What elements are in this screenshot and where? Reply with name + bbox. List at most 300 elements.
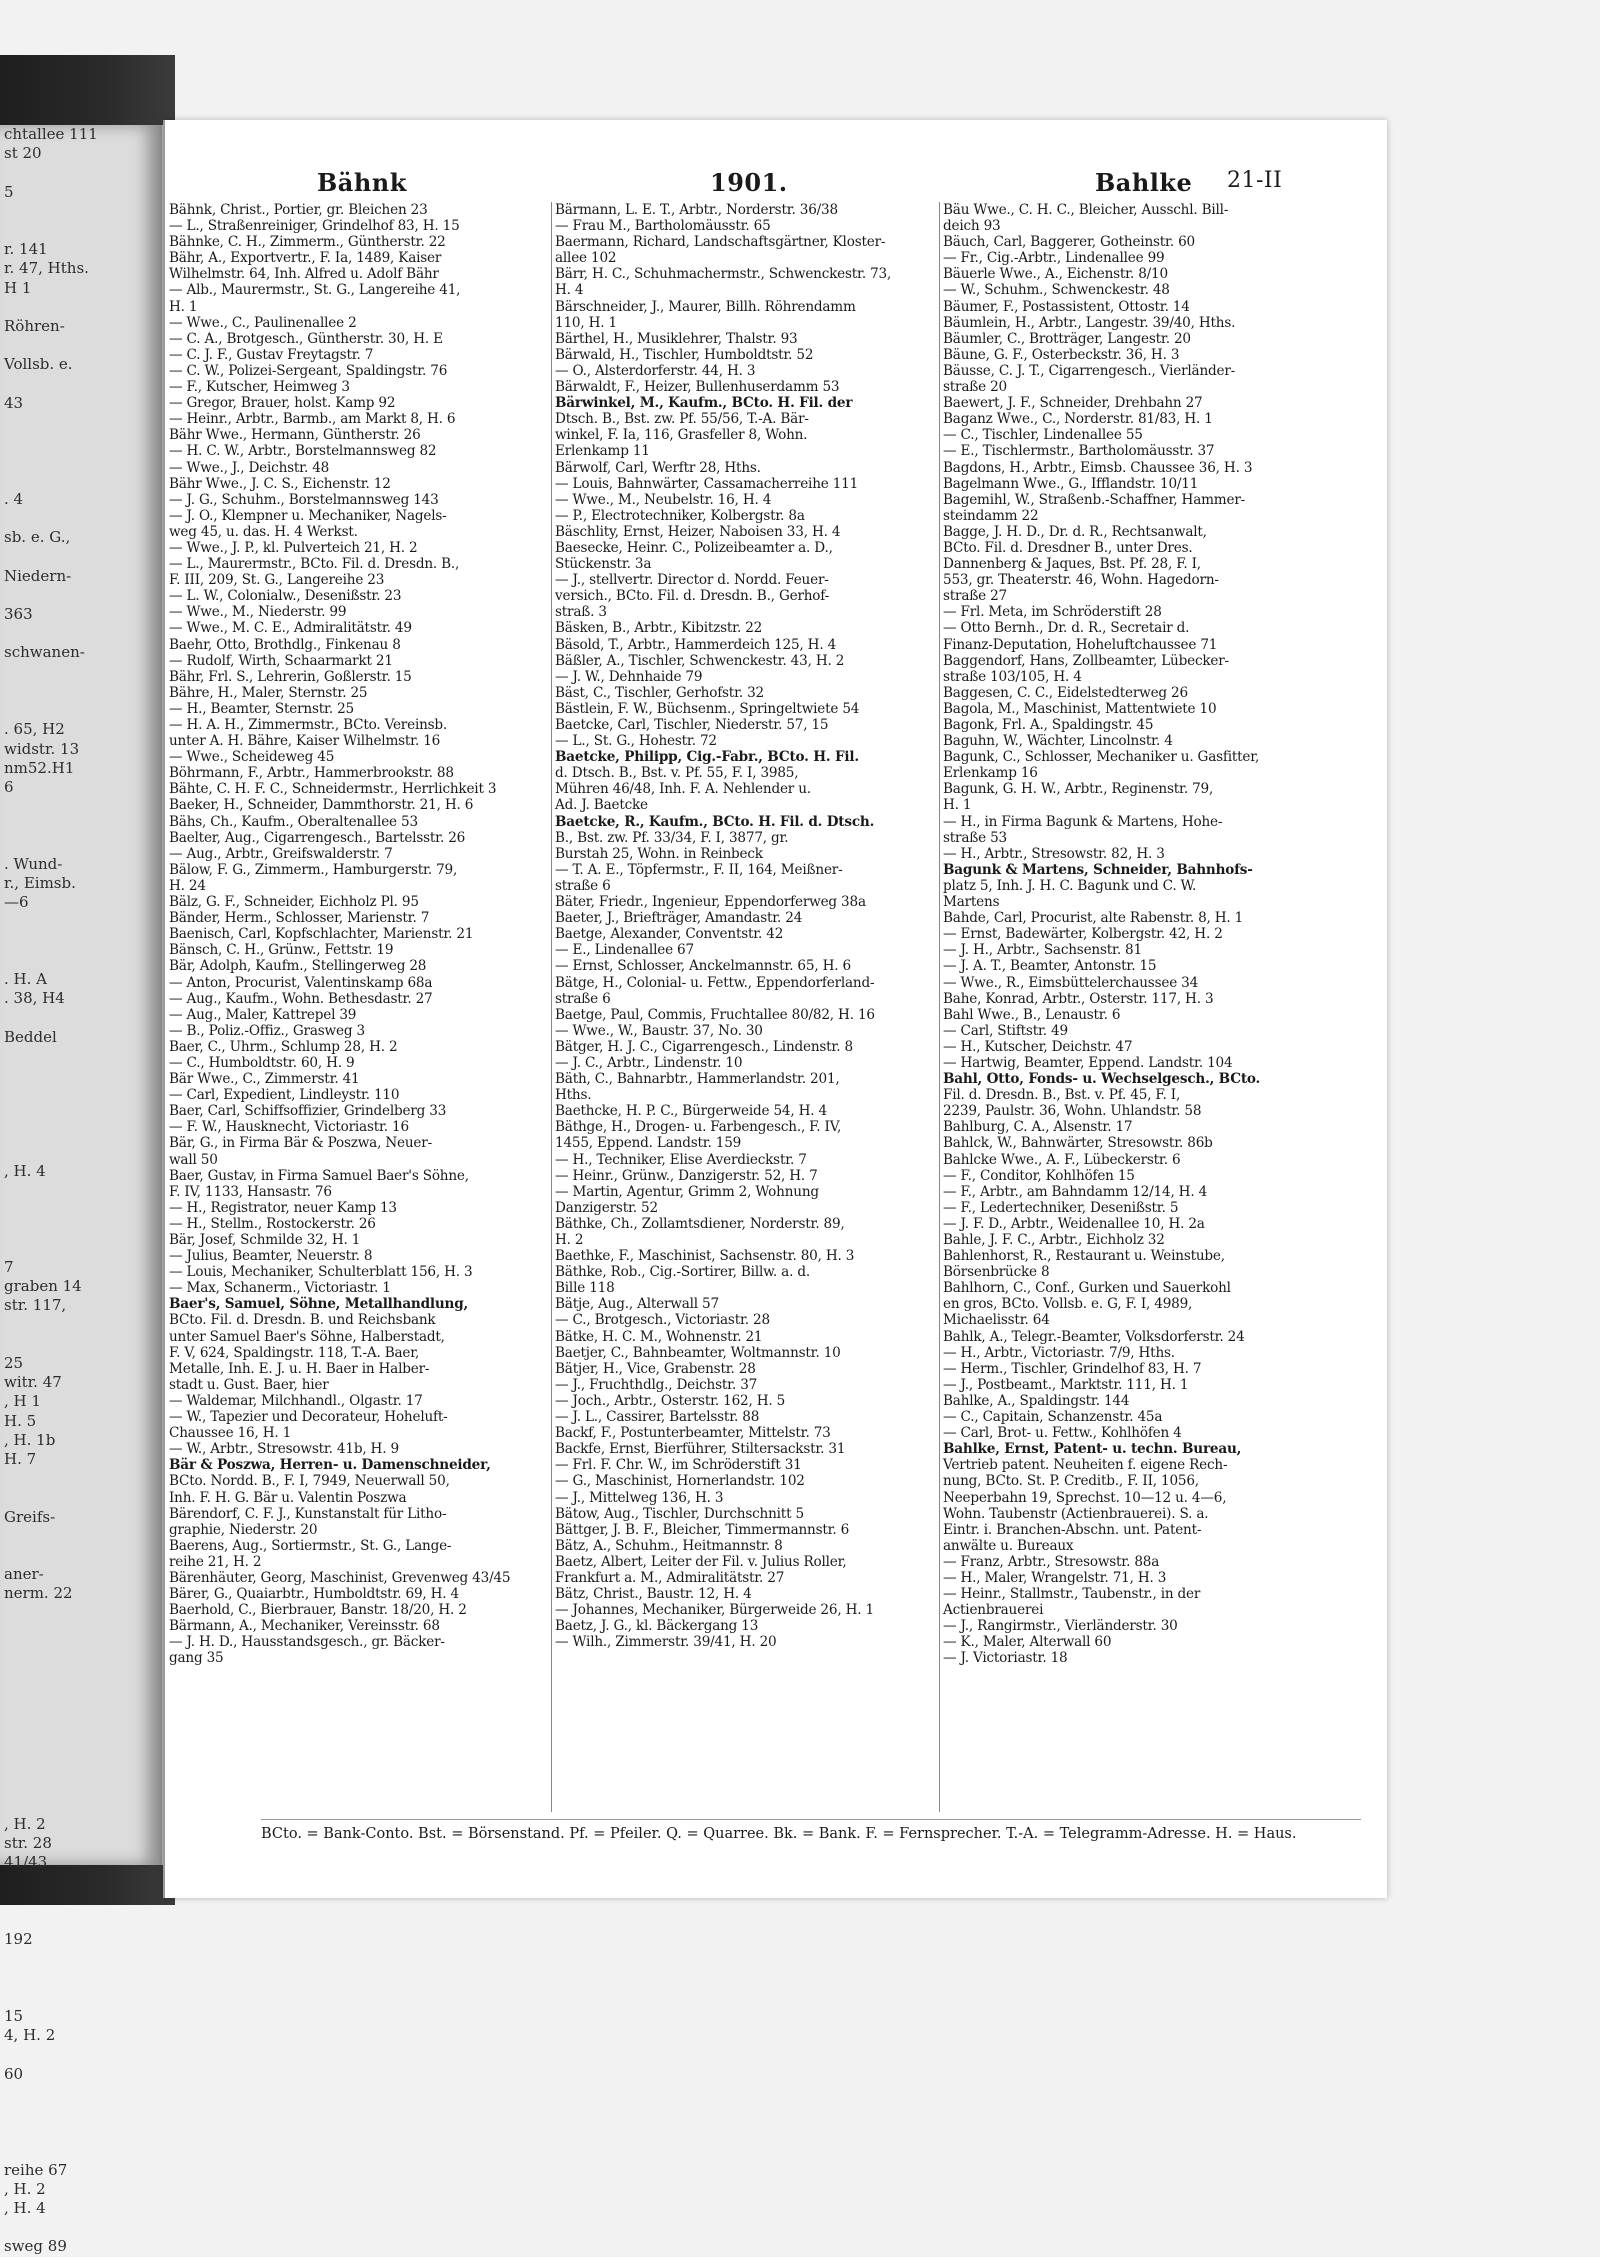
directory-entry: anwälte u. Bureaux (943, 1537, 1074, 1554)
directory-entry: Bärwinkel, M., Kaufm., BCto. H. Fil. der (555, 395, 853, 412)
directory-entry: Baethke, F., Maschinist, Sachsenstr. 80, H. 3 (555, 1248, 855, 1265)
directory-entry: Bäumlein, H., Arbtr., Langestr. 39/40, Hths. (943, 314, 1236, 331)
previous-page-line (0, 797, 162, 816)
previous-page-line: nm52.H1 (4, 758, 75, 777)
directory-entry: unter A. H. Bähre, Kaiser Wilhelmstr. 16 (169, 733, 441, 750)
directory-entry: — L. W., Colonialw., Desenißstr. 23 (169, 588, 402, 605)
directory-entry: — H., Registrator, neuer Kamp 13 (169, 1199, 397, 1216)
directory-entry: Bäuerle Wwe., A., Eichenstr. 8/10 (943, 266, 1168, 283)
directory-entry: platz 5, Inh. J. H. C. Bagunk und C. W. (943, 877, 1197, 894)
directory-entry: Bäßler, A., Tischler, Schwenckestr. 43, H. 2 (555, 652, 845, 669)
previous-page-line: witr. 47 (4, 1373, 62, 1392)
directory-entry: — W., Schuhm., Schwenckestr. 48 (943, 282, 1170, 299)
directory-entry: Backfe, Ernst, Bierführer, Stiltersackstr. 31 (555, 1441, 846, 1458)
directory-entry: F. III, 209, St. G., Langereihe 23 (169, 572, 385, 589)
directory-entry: Bäune, G. F., Osterbeckstr. 36, H. 3 (943, 346, 1180, 363)
directory-entry: nung, BCto. St. P. Creditb., F. II, 1056, (943, 1473, 1199, 1490)
previous-page-line (0, 1988, 162, 2007)
directory-entry: — C. A., Brotgesch., Güntherstr. 30, H. E (169, 330, 443, 347)
directory-entry: Bahlk, A., Telegr.-Beamter, Volksdorferstr. 24 (943, 1328, 1245, 1345)
header-year: 1901. (710, 168, 788, 197)
previous-page-line (0, 2141, 162, 2160)
directory-entry: Bäthge, H., Drogen- u. Farbengesch., F. IV, (555, 1119, 842, 1136)
directory-entry: Bätke, H. C. M., Wohnenstr. 21 (555, 1328, 763, 1345)
directory-entry: — Aug., Kaufm., Wohn. Bethesdastr. 27 (169, 990, 433, 1007)
directory-entry: — H., Maler, Wrangelstr. 71, H. 3 (943, 1569, 1167, 1586)
directory-entry: — H., Arbtr., Stresowstr. 82, H. 3 (943, 845, 1165, 862)
directory-entry: Baerens, Aug., Sortiermstr., St. G., Lange- (169, 1537, 452, 1554)
directory-entry: Frankfurt a. M., Admiralitätstr. 27 (555, 1569, 785, 1586)
directory-entry: — F., Ledertechniker, Desenißstr. 5 (943, 1199, 1179, 1216)
directory-entry: Bärwald, H., Tischler, Humboldtstr. 52 (555, 346, 814, 363)
directory-entry: Bahlburg, C. A., Alsenstr. 17 (943, 1119, 1133, 1136)
directory-entry: — J., Fruchthdlg., Deichstr. 37 (555, 1376, 758, 1393)
directory-entry: Bär, Josef, Schmilde 32, H. 1 (169, 1232, 361, 1248)
page-header (165, 168, 1387, 202)
directory-entry: — Carl, Brot- u. Fettw., Kohlhöfen 4 (943, 1425, 1182, 1442)
directory-entry: Baethcke, H. P. C., Bürgerweide 54, H. 4 (555, 1103, 827, 1120)
directory-entry: Michaelisstr. 64 (943, 1312, 1050, 1329)
previous-page-line: 6 (4, 777, 14, 796)
directory-entry: — Frl. F. Chr. W., im Schröderstift 31 (555, 1457, 802, 1474)
directory-entry: Bähr Wwe., J. C. S., Eichenstr. 12 (169, 475, 391, 492)
directory-entry: Erlenkamp 16 (943, 765, 1038, 782)
previous-page-line (0, 2218, 162, 2237)
directory-entry: Bäsold, T., Arbtr., Hammerdeich 125, H. 4 (555, 636, 837, 653)
directory-entry: Baeter, J., Briefträger, Amandastr. 24 (555, 910, 803, 927)
previous-page-line: . H. A (4, 969, 47, 988)
directory-entry: Bagola, M., Maschinist, Mattentwiete 10 (943, 700, 1217, 717)
directory-entry: — J., Mittelweg 136, H. 3 (555, 1489, 724, 1506)
directory-entry: Bahde, Carl, Procurist, alte Rabenstr. 8, H. 1 (943, 910, 1244, 927)
directory-entry: 553, gr. Theaterstr. 46, Wohn. Hagedorn- (943, 572, 1219, 589)
directory-entry: Fil. d. Dresdn. B., Bst. v. Pf. 45, F. I, (943, 1087, 1181, 1104)
previous-page-line (0, 1469, 162, 1488)
directory-entry: — C., Humboldtstr. 60, H. 9 (169, 1054, 355, 1071)
directory-entry: Hths. (555, 1087, 592, 1104)
directory-entry: — J. G., Schuhm., Borstelmannsweg 143 (169, 491, 439, 508)
directory-entry: 2239, Paulstr. 36, Wohn. Uhlandstr. 58 (943, 1103, 1202, 1120)
directory-entry: — E., Lindenallee 67 (555, 942, 694, 959)
directory-entry: Bäst, C., Tischler, Gerhofstr. 32 (555, 684, 765, 701)
previous-page-line (0, 471, 162, 490)
directory-entry: — Hartwig, Beamter, Eppend. Landstr. 104 (943, 1054, 1233, 1071)
directory-entry: Bälow, F. G., Zimmerm., Hamburgerstr. 79, (169, 861, 458, 878)
directory-entry: Bättger, J. B. F., Bleicher, Timmermannstr. 6 (555, 1521, 850, 1538)
previous-page-line: , H. 2 (4, 1814, 46, 1833)
directory-entry: — O., Alsterdorferstr. 44, H. 3 (555, 362, 756, 379)
directory-entry: — H., in Firma Bagunk & Martens, Hohe- (943, 813, 1223, 830)
directory-entry: H. 4 (555, 282, 584, 299)
directory-entry: — H. A. H., Zimmermstr., BCto. Vereinsb. (169, 717, 448, 733)
column-1 (169, 202, 544, 1812)
directory-entry: Bärwolf, Carl, Werftr 28, Hths. (555, 459, 761, 476)
previous-page-line: st 20 (4, 144, 42, 163)
directory-entry: weg 45, u. das. H. 4 Werkst. (169, 523, 358, 540)
directory-entry: — Wwe., M., Niederstr. 99 (169, 604, 347, 621)
directory-entry: Bähnk, Christ., Portier, gr. Bleichen 23 (169, 202, 428, 218)
directory-entry: allee 102 (555, 250, 617, 267)
previous-page-line: Greifs- (4, 1507, 56, 1526)
directory-entry: Baetcke, Philipp, Cig.-Fabr., BCto. H. Fil. (555, 749, 859, 766)
previous-page-line (0, 547, 162, 566)
directory-entry: Bänder, Herm., Schlosser, Marienstr. 7 (169, 910, 430, 927)
directory-entry: H. 1 (943, 797, 972, 814)
directory-entry: straße 20 (943, 379, 1007, 396)
directory-entry: H. 1 (169, 298, 198, 315)
directory-entry: — Otto Bernh., Dr. d. R., Secretair d. (943, 620, 1190, 637)
directory-entry: Bästlein, F. W., Büchsenm., Springeltwiete 54 (555, 700, 860, 717)
previous-page-line: , H. 4 (4, 1161, 46, 1180)
directory-entry: — Ernst, Schlosser, Anckelmannstr. 65, H. 6 (555, 958, 851, 975)
directory-entry: Stückenstr. 3a (555, 556, 652, 573)
column-divider (939, 202, 940, 1812)
directory-entry: Backf, F., Postunterbeamter, Mittelstr. 73 (555, 1425, 831, 1442)
previous-page-line (0, 1911, 162, 1930)
previous-page-line: schwanen- (4, 643, 85, 662)
previous-page-line (0, 1700, 162, 1719)
previous-page-line: —6 (4, 893, 29, 912)
directory-entry: Bätje, Aug., Alterwall 57 (555, 1296, 719, 1313)
previous-page-line (0, 1316, 162, 1335)
directory-entry: — Joch., Arbtr., Osterstr. 162, H. 5 (555, 1392, 786, 1409)
previous-page-line (0, 221, 162, 240)
previous-page-line: sb. e. G., (4, 528, 71, 547)
directory-entry: Bär Wwe., C., Zimmerstr. 41 (169, 1071, 360, 1088)
directory-entry: Bärr, H. C., Schuhmachermstr., Schwenckestr. 73, (555, 266, 892, 283)
previous-page-line: 5 (4, 182, 14, 201)
directory-entry: Bahl Wwe., B., Lenaustr. 6 (943, 1006, 1121, 1023)
directory-entry: — Alb., Maurermstr., St. G., Langereihe 41, (169, 282, 461, 299)
directory-entry: — B., Poliz.-Offiz., Grasweg 3 (169, 1022, 365, 1039)
previous-page-line (0, 1892, 162, 1911)
directory-entry: Baganz Wwe., C., Norderstr. 81/83, H. 1 (943, 411, 1213, 428)
directory-entry: deich 93 (943, 218, 1001, 235)
directory-entry: — Wwe., M., Neubelstr. 16, H. 4 (555, 491, 772, 508)
previous-page-line: H. 5 (4, 1411, 37, 1430)
directory-entry: Bahe, Konrad, Arbtr., Osterstr. 117, H. 3 (943, 990, 1214, 1007)
directory-entry: Bärmann, A., Mechaniker, Vereinsstr. 68 (169, 1618, 440, 1635)
directory-entry: — Rudolf, Wirth, Schaarmarkt 21 (169, 652, 393, 669)
directory-entry: Bätger, H. J. C., Cigarrengesch., Lindenstr. 8 (555, 1038, 853, 1055)
previous-page-line (0, 1181, 162, 1200)
directory-entry: Vertrieb patent. Neuheiten f. eigene Rech- (943, 1457, 1228, 1474)
directory-entry: — Wwe., C., Paulinenallee 2 (169, 314, 357, 331)
previous-page-line (0, 1220, 162, 1239)
directory-entry: Bagge, J. H. D., Dr. d. R., Rechtsanwalt, (943, 523, 1207, 540)
previous-page-line (0, 816, 162, 835)
previous-page-line: Vollsb. e. (4, 355, 73, 374)
directory-entry: — Aug., Arbtr., Greifswalderstr. 7 (169, 845, 393, 862)
directory-entry: Ad. J. Baetcke (555, 797, 648, 814)
directory-entry: straße 6 (555, 877, 611, 894)
directory-entry: BCto. Fil. d. Dresdn. B. und Reichsbank (169, 1312, 436, 1329)
directory-entry: Baermann, Richard, Landschaftsgärtner, Kloster- (555, 234, 886, 251)
previous-page-line (0, 432, 162, 451)
directory-entry: Bätow, Aug., Tischler, Durchschnitt 5 (555, 1505, 804, 1522)
previous-page-line: str. 117, (4, 1296, 67, 1315)
directory-entry: versich., BCto. Fil. d. Dresdn. B., Gerhof- (555, 588, 830, 605)
directory-entry: — J., Postbeamt., Marktstr. 111, H. 1 (943, 1376, 1189, 1393)
directory-entry: Bähr Wwe., Hermann, Güntherstr. 26 (169, 427, 421, 444)
directory-entry: — Max, Schanerm., Victoriastr. 1 (169, 1280, 391, 1297)
previous-page-line: nerm. 22 (4, 1584, 73, 1603)
directory-entry: — J. L., Cassirer, Bartelsstr. 88 (555, 1409, 760, 1426)
directory-entry: — J. W., Dehnhaide 79 (555, 668, 703, 685)
directory-entry: — H., Stellm., Rostockerstr. 26 (169, 1215, 376, 1232)
directory-entry: Baer, C., Uhrm., Schlump 28, H. 2 (169, 1038, 398, 1055)
directory-entry: Martens (943, 894, 1000, 911)
directory-entry: Baelter, Aug., Cigarrengesch., Bartelsstr. 26 (169, 829, 466, 846)
directory-entry: — Wwe., J. P., kl. Pulverteich 21, H. 2 (169, 539, 418, 556)
previous-page-line (0, 2045, 162, 2064)
directory-entry: H. 2 (555, 1232, 584, 1248)
directory-entry: d. Dtsch. B., Bst. v. Pf. 55, F. I, 3985, (555, 765, 799, 782)
previous-page-line: . Wund- (4, 854, 63, 873)
directory-entry: Bäumler, C., Brotträger, Langestr. 20 (943, 330, 1191, 347)
directory-entry: Baetz, Albert, Leiter der Fil. v. Julius Roller, (555, 1553, 847, 1570)
directory-entry: — Franz, Arbtr., Stresowstr. 88a (943, 1553, 1160, 1570)
directory-page (163, 120, 1387, 1898)
directory-entry: — C., Brotgesch., Victoriastr. 28 (555, 1312, 770, 1329)
directory-entry: straße 6 (555, 990, 611, 1007)
previous-page-line (0, 1488, 162, 1507)
directory-entry: Finanz-Deputation, Hoheluftchaussee 71 (943, 636, 1218, 653)
directory-entry: unter Samuel Baer's Söhne, Halberstadt, (169, 1328, 445, 1345)
abbreviation-legend: BCto. = Bank-Conto. Bst. = Börsenstand. Pf. = Pfeiler. Q. = Quarree. Bk. = Bank. F. = Fernsprecher. T.-A. = Telegramm-Adresse. H. = Haus. (261, 1819, 1361, 1850)
previous-page-line (0, 1623, 162, 1642)
directory-entry: Baetjer, C., Bahnbeamter, Woltmannstr. 10 (555, 1344, 841, 1361)
directory-entry: — C., Capitain, Schanzenstr. 45a (943, 1409, 1163, 1426)
directory-entry: Bätge, H., Colonial- u. Fettw., Eppendorferland- (555, 974, 875, 991)
previous-page-line (0, 1776, 162, 1795)
directory-entry: Baetge, Paul, Commis, Fruchtallee 80/82, H. 16 (555, 1006, 875, 1023)
previous-page-line (0, 1604, 162, 1623)
previous-page-line (0, 1719, 162, 1738)
directory-entry: Bärenhäuter, Georg, Maschinist, Grevenweg 43/45 (169, 1569, 511, 1586)
directory-entry: — C. W., Polizei-Sergeant, Spaldingstr. 76 (169, 362, 448, 379)
directory-entry: Bätz, Christ., Baustr. 12, H. 4 (555, 1586, 752, 1603)
directory-entry: stadt u. Gust. Baer, hier (169, 1376, 329, 1393)
directory-entry: Bäu Wwe., C. H. C., Bleicher, Ausschl. Bill- (943, 202, 1229, 218)
previous-page-line: graben 14 (4, 1277, 82, 1296)
directory-entry: Eintr. i. Branchen-Abschn. unt. Patent- (943, 1521, 1202, 1538)
previous-page-line (0, 1527, 162, 1546)
directory-entry: — Wwe., J., Deichstr. 48 (169, 459, 330, 476)
previous-page-line (0, 682, 162, 701)
directory-entry: Bänsch, C. H., Grünw., Fettstr. 19 (169, 942, 394, 959)
previous-page-line: aner- (4, 1565, 44, 1584)
previous-page-line: r. 47, Hths. (4, 259, 89, 278)
previous-page-line: Beddel (4, 1027, 57, 1046)
directory-entry: — J. F. D., Arbtr., Weidenallee 10, H. 2a (943, 1215, 1205, 1232)
directory-entry: — K., Maler, Alterwall 60 (943, 1634, 1112, 1651)
directory-entry: Baetge, Alexander, Conventstr. 42 (555, 926, 784, 943)
previous-page-line: , H. 4 (4, 2198, 46, 2217)
previous-page-text (0, 125, 166, 2256)
directory-entry: — Wwe., M. C. E., Admiralitätstr. 49 (169, 620, 412, 637)
directory-entry: Bagunk, G. H. W., Arbtr., Reginenstr. 79, (943, 781, 1214, 798)
previous-page-line: , H. 2 (4, 2179, 46, 2198)
previous-page-line (0, 451, 162, 470)
directory-entry: B., Bst. zw. Pf. 33/34, F. I, 3877, gr. (555, 829, 789, 846)
directory-entry: — F. W., Hausknecht, Victoriastr. 16 (169, 1119, 409, 1136)
directory-entry: Bäuch, Carl, Baggerer, Gotheinstr. 60 (943, 234, 1195, 251)
directory-entry: Dtsch. B., Bst. zw. Pf. 55/56, T.-A. Bär- (555, 411, 809, 428)
directory-entry: Baehr, Otto, Brothdlg., Finkenau 8 (169, 636, 401, 653)
directory-entry: — C. J. F., Gustav Freytagstr. 7 (169, 346, 374, 363)
directory-entry: winkel, F. Ia, 116, Grasfeller 8, Wohn. (555, 427, 808, 444)
directory-entry: Baetcke, Carl, Tischler, Niederstr. 57, 15 (555, 717, 829, 733)
directory-entry: F. V, 624, Spaldingstr. 118, T.-A. Baer, (169, 1344, 420, 1361)
directory-entry: Bärmann, L. E. T., Arbtr., Norderstr. 36/38 (555, 202, 838, 218)
directory-entry: Baetz, J. G., kl. Bäckergang 13 (555, 1618, 759, 1635)
directory-entry: Dannenberg & Jaques, Bst. Pf. 28, F. I, (943, 556, 1201, 573)
previous-page-line: 60 (4, 2064, 24, 2083)
directory-entry: Bärschneider, J., Maurer, Billh. Röhrendamm (555, 298, 856, 315)
directory-entry: en gros, BCto. Vollsb. e. G, F. I, 4989, (943, 1296, 1193, 1313)
previous-page-line (0, 701, 162, 720)
directory-entry: — E., Tischlermstr., Bartholomäusstr. 37 (943, 443, 1215, 460)
previous-page-line (0, 202, 162, 221)
directory-entry: Metalle, Inh. E. J. u. H. Baer in Halber- (169, 1360, 430, 1377)
directory-entry: — Fr., Cig.-Arbtr., Lindenallee 99 (943, 250, 1165, 267)
directory-entry: — T. A. E., Töpfermstr., F. II, 164, Meißner- (555, 861, 843, 878)
previous-page-line (0, 1104, 162, 1123)
directory-entry: F. IV, 1133, Hansastr. 76 (169, 1183, 332, 1200)
directory-entry: — F., Arbtr., am Bahndamm 12/14, H. 4 (943, 1183, 1208, 1200)
directory-entry: — J. C., Arbtr., Lindenstr. 10 (555, 1054, 743, 1071)
directory-entry: Bär, Adolph, Kaufm., Stellingerweg 28 (169, 958, 427, 975)
directory-entry: Bähre, H., Maler, Sternstr. 25 (169, 684, 368, 701)
directory-entry: Bahlenhorst, R., Restaurant u. Weinstube, (943, 1248, 1225, 1265)
directory-entry: Bagemihl, W., Straßenb.-Schaffner, Hammer- (943, 491, 1246, 508)
directory-entry: — H., Beamter, Sternstr. 25 (169, 700, 354, 717)
directory-entry: Bähnke, C. H., Zimmerm., Güntherstr. 22 (169, 234, 446, 251)
previous-page-line: 7 (4, 1257, 14, 1276)
directory-entry: — Johannes, Mechaniker, Bürgerweide 26, H. 1 (555, 1602, 874, 1619)
previous-page-line: r. 141 (4, 240, 48, 259)
directory-entry: — F., Kutscher, Heimweg 3 (169, 379, 350, 396)
directory-entry: Baesecke, Heinr. C., Polizeibeamter a. D., (555, 539, 833, 556)
directory-entry: Wohn. Taubenstr (Actienbrauerei). S. a. (943, 1505, 1209, 1522)
directory-entry: Baer, Gustav, in Firma Samuel Baer's Söhne, (169, 1167, 469, 1184)
previous-page-line (0, 2122, 162, 2141)
directory-entry: Bahle, J. F. C., Arbtr., Eichholz 32 (943, 1232, 1165, 1248)
previous-page-line (0, 1642, 162, 1661)
directory-entry: Bahlck, W., Bahnwärter, Stresowstr. 86b (943, 1135, 1213, 1152)
previous-page-line (0, 1757, 162, 1776)
directory-entry: — Wilh., Zimmerstr. 39/41, H. 20 (555, 1634, 777, 1651)
previous-page-line (0, 1047, 162, 1066)
directory-entry: graphie, Niederstr. 20 (169, 1521, 318, 1538)
directory-entry: — Wwe., W., Baustr. 37, No. 30 (555, 1022, 763, 1039)
previous-page-line: 15 (4, 2006, 24, 2025)
previous-page-line (0, 1872, 162, 1891)
previous-page-line (0, 1124, 162, 1143)
directory-entry: — J., stellvertr. Director d. Nordd. Feuer- (555, 572, 829, 589)
previous-page-line (0, 1796, 162, 1815)
directory-entry: Böhrmann, F., Arbtr., Hammerbrookstr. 88 (169, 765, 454, 782)
directory-entry: 1455, Eppend. Landstr. 159 (555, 1135, 742, 1152)
previous-page-line (0, 1949, 162, 1968)
directory-entry: Bagunk & Martens, Schneider, Bahnhofs- (943, 861, 1253, 878)
page-number: 21-II (1227, 168, 1283, 193)
directory-entry: Wilhelmstr. 64, Inh. Alfred u. Adolf Bähr (169, 266, 439, 283)
directory-entry: Bäschlity, Ernst, Heizer, Naboisen 33, H. 4 (555, 523, 841, 540)
previous-page-line (0, 413, 162, 432)
directory-entry: — Carl, Expedient, Lindleystr. 110 (169, 1087, 400, 1104)
directory-entry: Baeker, H., Schneider, Dammthorstr. 21, H. 6 (169, 797, 474, 814)
directory-entry: — Anton, Procurist, Valentinskamp 68a (169, 974, 433, 991)
directory-entry: Bäusse, C. J. T., Cigarrengesch., Vierländer- (943, 362, 1236, 379)
column-divider (551, 202, 552, 1812)
directory-entry: Burstah 25, Wohn. in Reinbeck (555, 845, 763, 862)
previous-page-line (0, 1066, 162, 1085)
previous-page-line: 4, H. 2 (4, 2026, 56, 2045)
header-right-keyword: Bahlke (1095, 168, 1193, 197)
directory-entry: Bäthke, Rob., Cig.-Sortirer, Billw. a. d. (555, 1264, 810, 1281)
previous-page-line: Niedern- (4, 566, 72, 585)
directory-entry: reihe 21, H. 2 (169, 1553, 262, 1570)
directory-entry: — Frl. Meta, im Schröderstift 28 (943, 604, 1162, 621)
directory-entry: Inh. F. H. G. Bär u. Valentin Poszwa (169, 1489, 407, 1506)
directory-entry: Bahl, Otto, Fonds- u. Wechselgesch., BCto. (943, 1071, 1261, 1088)
directory-entry: Bär, G., in Firma Bär & Poszwa, Neuer- (169, 1135, 432, 1152)
directory-entry: Baggendorf, Hans, Zollbeamter, Lübecker- (943, 652, 1229, 669)
directory-entry: Bärer, G., Quaiarbtr., Humboldtstr. 69, H. 4 (169, 1586, 459, 1603)
directory-entry: — Wwe., Scheideweg 45 (169, 749, 335, 766)
previous-page-line: . 4 (4, 489, 24, 508)
previous-page-edge (0, 0, 175, 2256)
directory-entry: H. 24 (169, 877, 206, 894)
directory-entry: — G., Maschinist, Hornerlandstr. 102 (555, 1473, 805, 1490)
directory-entry: — Waldemar, Milchhandl., Olgastr. 17 (169, 1392, 423, 1409)
previous-page-line (0, 951, 162, 970)
previous-page-line: 25 (4, 1354, 24, 1372)
previous-page-line: widstr. 13 (4, 739, 80, 758)
directory-entry: Baewert, J. F., Schneider, Drehbahn 27 (943, 395, 1203, 412)
previous-page-line (0, 509, 162, 528)
directory-entry: — J. Victoriastr. 18 (943, 1650, 1068, 1667)
directory-entry: Bärthel, H., Musiklehrer, Thalstr. 93 (555, 330, 798, 347)
directory-entry: straße 53 (943, 829, 1007, 846)
directory-entry: — Carl, Stiftstr. 49 (943, 1022, 1068, 1039)
directory-entry: Bagelmann Wwe., G., Ifflandstr. 10/11 (943, 475, 1199, 492)
directory-entry: — L., St. G., Hohestr. 72 (555, 733, 717, 750)
directory-entry: Börsenbrücke 8 (943, 1264, 1050, 1281)
directory-entry: Bäth, C., Bahnarbtr., Hammerlandstr. 201, (555, 1071, 840, 1088)
directory-entry: wall 50 (169, 1151, 218, 1168)
directory-entry: — J. H., Arbtr., Sachsenstr. 81 (943, 942, 1142, 959)
previous-page-line (0, 1143, 162, 1162)
directory-entry: Mühren 46/48, Inh. F. A. Nehlender u. (555, 781, 811, 798)
directory-entry: Baer's, Samuel, Söhne, Metallhandlung, (169, 1296, 469, 1313)
previous-page-line (0, 1680, 162, 1699)
directory-entry: — Aug., Maler, Kattrepel 39 (169, 1006, 357, 1023)
previous-page-line (0, 1239, 162, 1258)
directory-entry: — J. H. D., Hausstandsgesch., gr. Bäcker- (169, 1634, 445, 1651)
directory-entry: Bahlhorn, C., Conf., Gurken und Sauerkohl (943, 1280, 1231, 1297)
previous-page-line (0, 1969, 162, 1988)
directory-entry: Bäthke, Ch., Zollamtsdiener, Norderstr. 89, (555, 1215, 845, 1232)
directory-entry: Bille 118 (555, 1280, 615, 1297)
previous-page-line (0, 912, 162, 931)
directory-entry: Baenisch, Carl, Kopfschlachter, Marienstr. 21 (169, 926, 474, 943)
directory-entry: Erlenkamp 11 (555, 443, 650, 460)
directory-entry: Bähs, Ch., Kaufm., Oberaltenallee 53 (169, 813, 418, 830)
directory-entry: Bähr, Frl. S., Lehrerin, Goßlerstr. 15 (169, 668, 412, 685)
